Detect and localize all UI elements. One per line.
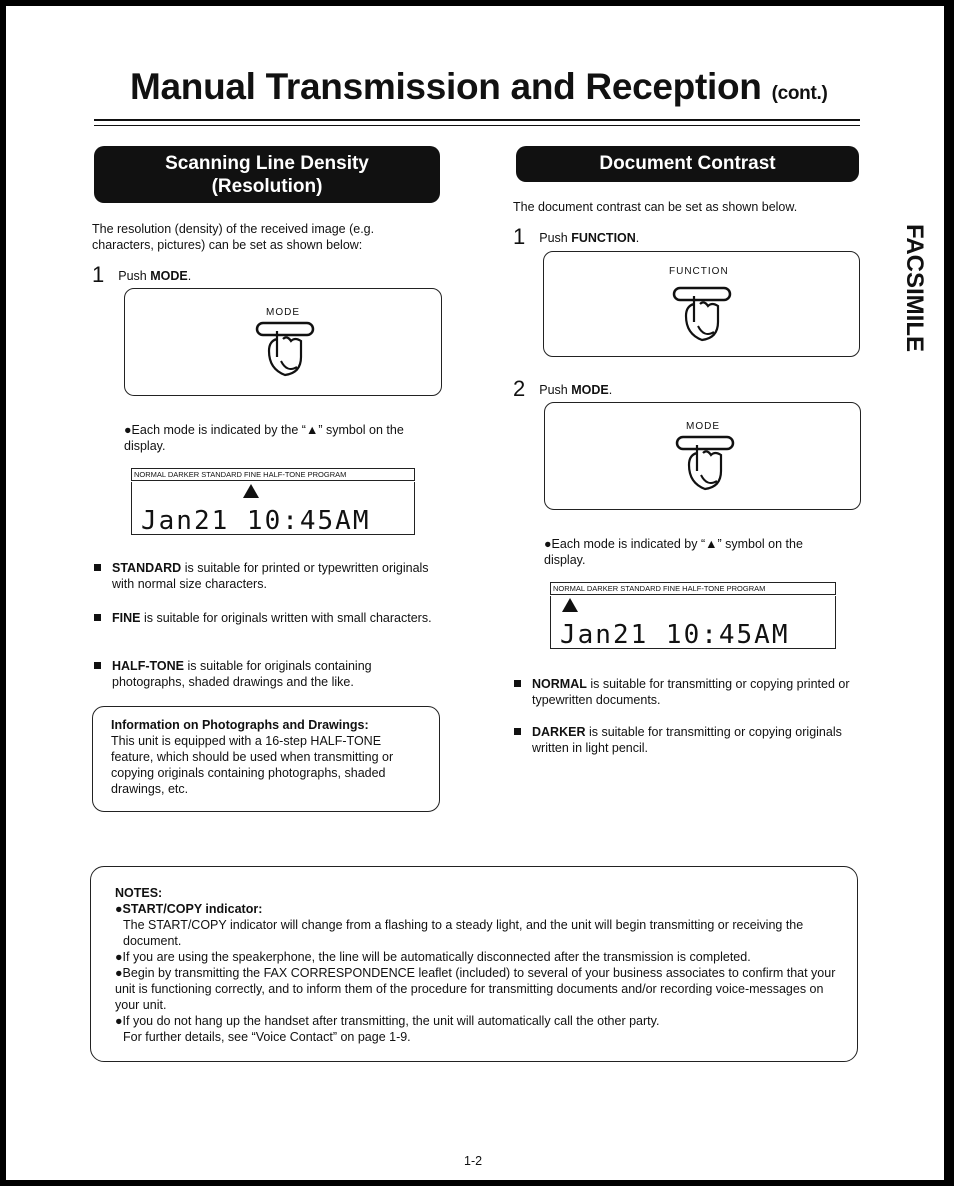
mode-button-label: MODE [686, 421, 720, 432]
notes-box [90, 866, 858, 1062]
contrast-step-2 [513, 376, 612, 402]
bullet-key: FINE [112, 611, 141, 625]
lcd-time-readout: Jan21 10:45AM [141, 506, 371, 536]
resolution-lcd-display [131, 468, 417, 538]
bullet-square-icon [94, 662, 101, 669]
hand-pressing-button-icon [672, 282, 732, 350]
contrast-intro: The document contrast can be set as shown below. [513, 200, 798, 214]
side-tab-label: FACSIMILE [901, 224, 928, 353]
info-photographs-box [92, 706, 440, 812]
mode-indicator-triangle [243, 484, 259, 498]
notes-subheading: ●START/COPY indicator: [115, 902, 263, 916]
mode-indicator-triangle [562, 598, 578, 612]
step-text: Push [539, 231, 572, 245]
bullet-text: is suitable for originals written with small characters. [140, 611, 432, 625]
bullet-text: is suitable for originals containing photographs, shaded drawings and the like. [112, 659, 372, 689]
step-suffix: . [635, 231, 640, 245]
bullet-square-icon [514, 728, 521, 735]
lcd-mode-strip: NORMAL DARKER STANDARD FINE HALF-TONE PROGRAM [131, 468, 415, 481]
hand-pressing-button-icon [255, 317, 315, 385]
bullet-darker [514, 724, 852, 756]
resolution-intro: The resolution (density) of the received image (e.g. characters, pictures) can be set as shown below: [92, 222, 375, 252]
step-text: Push [118, 269, 151, 283]
bullet-normal [514, 676, 882, 708]
title-rule [94, 119, 860, 126]
step-number: 2 [513, 376, 526, 401]
step-key: MODE [150, 269, 188, 283]
notes-line-2: ●If you are using the speakerphone, the line will be automatically disconnected after the transmission is completed. [115, 950, 751, 964]
step-key: MODE [571, 383, 609, 397]
info-title: Information on Photographs and Drawings: [111, 718, 369, 732]
notes-heading: NOTES: [115, 886, 163, 900]
bullet-standard [94, 560, 432, 592]
step-suffix: . [187, 269, 192, 283]
resolution-step-1 [92, 262, 191, 288]
resolution-banner [94, 146, 440, 203]
bullet-square-icon [94, 614, 101, 621]
mode-button-illustration [124, 288, 442, 396]
bullet-key: STANDARD [112, 561, 182, 575]
resolution-mode-note: ●Each mode is indicated by the “▲” symbol on the display. [124, 423, 404, 453]
title-text: Manual Transmission and Reception [130, 66, 762, 107]
notes-line-4: ●If you do not hang up the handset after transmitting, the unit will automatically call the other party. [115, 1014, 660, 1028]
step-number: 1 [513, 224, 526, 249]
resolution-banner-line2: (Resolution) [211, 176, 323, 197]
function-button-illustration [543, 251, 860, 357]
notes-line-5: For further details, see “Voice Contact” on page 1-9. [123, 1030, 411, 1044]
contrast-lcd-display [550, 582, 840, 652]
bullet-text: is suitable for transmitting or copying originals written in light pencil. [532, 725, 842, 755]
contrast-banner-text: Document Contrast [599, 153, 776, 174]
bullet-key: DARKER [532, 725, 586, 739]
mode-button-label: MODE [266, 307, 300, 318]
step-text: Push [539, 383, 572, 397]
info-body: This unit is equipped with a 16-step HALF-TONE feature, which should be used when transmitting or copying originals containing photographs, shaded drawings, etc. [111, 734, 394, 796]
bullet-key: HALF-TONE [112, 659, 184, 673]
step-key: FUNCTION [571, 231, 636, 245]
notes-line-1: The START/COPY indicator will change from a flashing to a steady light, and the unit will begin transmitting or receiving the document. [123, 918, 804, 948]
hand-pressing-button-icon [675, 431, 735, 499]
resolution-banner-line1: Scanning Line Density [165, 153, 369, 174]
page-number: 1-2 [464, 1154, 483, 1168]
function-button-label: FUNCTION [669, 266, 729, 277]
mode-button-illustration-2 [544, 402, 861, 510]
bullet-text: is suitable for transmitting or copying printed or typewritten documents. [532, 677, 850, 707]
bullet-half-tone [94, 658, 432, 690]
bullet-key: NORMAL [532, 677, 587, 691]
bullet-text: is suitable for printed or typewritten originals with normal size characters. [112, 561, 429, 591]
lcd-mode-strip: NORMAL DARKER STANDARD FINE HALF-TONE PROGRAM [550, 582, 836, 595]
contrast-step-1 [513, 224, 639, 250]
side-tab-facsimile [901, 224, 928, 353]
page-title [130, 66, 828, 108]
title-suffix: (cont.) [771, 83, 828, 104]
step-suffix: . [608, 383, 613, 397]
bullet-fine [94, 610, 432, 626]
contrast-banner [516, 146, 859, 182]
notes-line-3: ●Begin by transmitting the FAX CORRESPONDENCE leaflet (included) to several of your business associates to confirm that your unit is functioning correctly, and to inform them of the procedure for transmitting documents and/or recording voice-messages on your unit. [115, 966, 836, 1012]
bullet-square-icon [94, 564, 101, 571]
step-number: 1 [92, 262, 105, 287]
contrast-mode-note: ●Each mode is indicated by “▲” symbol on the display. [544, 537, 803, 567]
manual-page [6, 6, 944, 1180]
lcd-time-readout: Jan21 10:45AM [560, 620, 790, 650]
bullet-square-icon [514, 680, 521, 687]
